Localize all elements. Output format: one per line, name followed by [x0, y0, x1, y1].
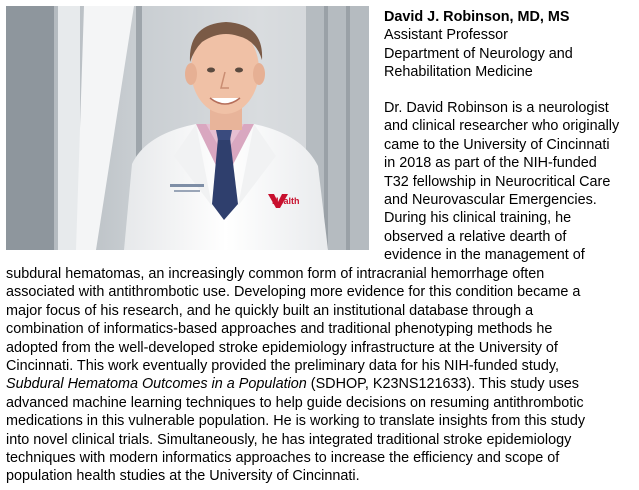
bio-line-study — [6, 375, 636, 393]
bio-line: evidence in the management of — [384, 247, 585, 264]
bio-line: observed a relative dearth of — [384, 228, 567, 245]
bio-line: in 2018 as part of the NIH-funded — [384, 155, 597, 172]
photo-badge-text: Health — [272, 196, 300, 206]
bio-paragraph-bottom — [6, 265, 636, 486]
profile-header — [384, 8, 634, 82]
study-suffix: (SDHOP, K23NS121633). This study uses — [306, 376, 580, 393]
bio-line: Dr. David Robinson is a neurologist — [384, 100, 609, 116]
bio-line: adopted from the well-developed stroke epidemiology infrastructure at the University of — [6, 339, 558, 356]
bio-line: techniques with modern informatics approaches to increase the efficiency and scope of — [6, 450, 560, 467]
department-line-1: Department of Neurology and — [384, 45, 573, 62]
bio-line: and clinical researcher who originally — [384, 118, 620, 135]
study-title: Subdural Hematoma Outcomes in a Population — [6, 376, 307, 393]
department-line-2: Rehabilitation Medicine — [384, 64, 533, 81]
bio-line: major focus of his research, and he quickly built an institutional database through a — [6, 302, 534, 319]
bio-line: medications in this vulnerable population. He is working to translate insights from this study — [6, 413, 586, 430]
bio-line: associated with antithrombotic use. Developing more evidence for this condition became a — [6, 284, 581, 301]
bio-line: population health studies at the University of Cincinnati. — [6, 468, 360, 485]
bio-line: into novel clinical trials. Simultaneously, he has integrated traditional stroke epidemiology — [6, 431, 572, 448]
bio-line: came to the University of Cincinnati — [384, 136, 610, 153]
portrait-illustration — [6, 6, 369, 250]
bio-line: subdural hematomas, an increasingly common form of intracranial hemorrhage often — [6, 266, 545, 282]
bio-line: Cincinnati. This work eventually provided the preliminary data for his NIH-funded study, — [6, 358, 559, 375]
bio-paragraph-top — [384, 99, 634, 265]
bio-line: T32 fellowship in Neurocritical Care — [384, 173, 611, 190]
bio-line: advanced machine learning techniques to help guide decisions on resuming antithrombotic — [6, 394, 584, 411]
bio-line: combination of informatics-based approaches and traditional phenotyping methods he — [6, 321, 553, 338]
person-name: David J. Robinson, MD, MS — [384, 9, 570, 25]
bio-line: During his clinical training, he — [384, 210, 572, 227]
bio-line: and Neurovascular Emergencies. — [384, 192, 597, 209]
position-title: Assistant Professor — [384, 27, 508, 44]
portrait-photo — [6, 6, 369, 250]
